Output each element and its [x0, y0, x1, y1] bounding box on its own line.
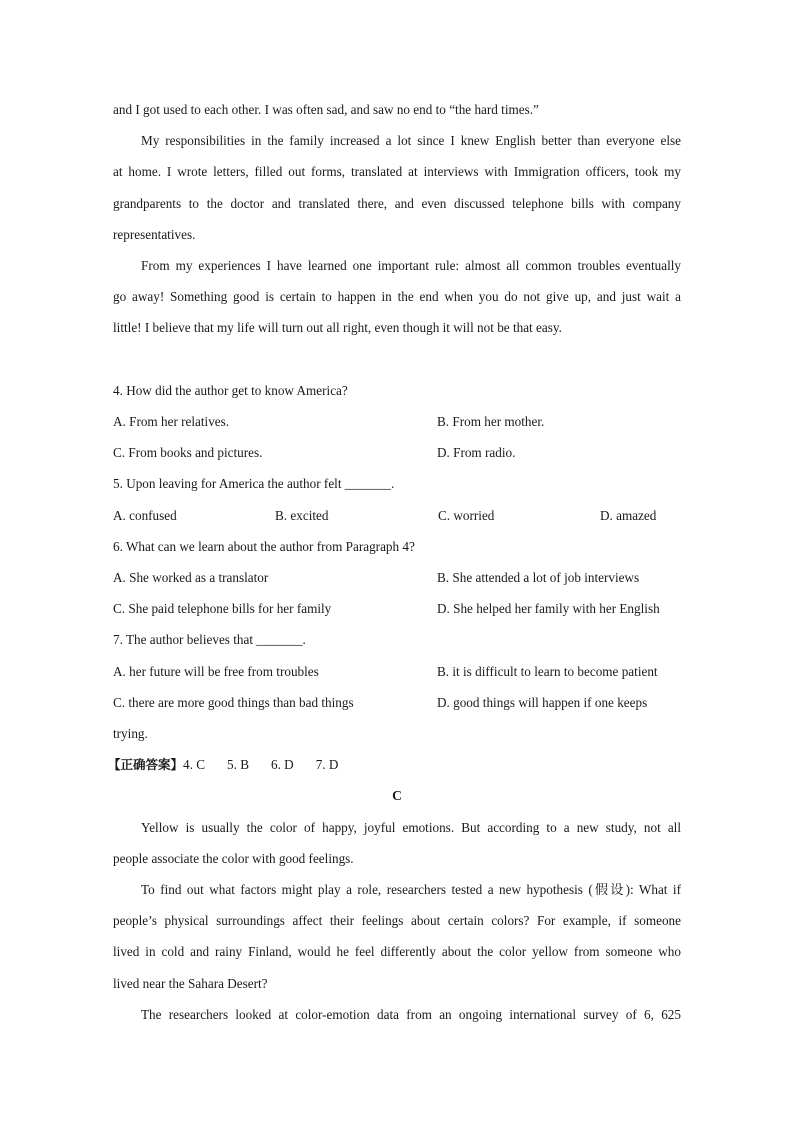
question-stem: 6. What can we learn about the author from Paragraph 4? — [113, 539, 415, 554]
question-stem: 5. Upon leaving for America the author felt _______. — [113, 476, 395, 491]
option-d: D. good things will happen if one keeps — [437, 695, 648, 710]
paragraph-line: and I got used to each other. I was often sad, and saw no end to “the hard times.” — [113, 102, 539, 117]
option-c: C. there are more good things than bad things — [113, 695, 354, 710]
paragraph-line: go away! Something good is certain to happen in the end when you do not give up, and just wait a — [113, 289, 681, 304]
option-b: B. She attended a lot of job interviews — [437, 570, 640, 585]
answer-4: 4. C — [183, 757, 205, 772]
answer-key — [108, 756, 676, 774]
option-a: A. From her relatives. — [113, 414, 230, 429]
paragraph-line: lived in cold and rainy Finland, would he feel differently about the color yellow from someone who — [113, 944, 681, 959]
answer-7: 7. D — [315, 757, 339, 772]
option-d: D. She helped her family with her English — [437, 601, 660, 616]
answer-label: 【正确答案】 — [108, 757, 184, 772]
paragraph-line: My responsibilities in the family increased a lot since I knew English better than everyone else — [141, 133, 681, 148]
answer-6: 6. D — [270, 757, 294, 772]
question-stem: 7. The author believes that _______. — [113, 632, 306, 647]
option-a: A. her future will be free from troubles — [113, 664, 319, 679]
paragraph-line: people’s physical surroundings affect their feelings about certain colors? For example, if someone — [113, 913, 681, 928]
paragraph-line: representatives. — [113, 227, 196, 242]
option-c: C. She paid telephone bills for her family — [113, 601, 332, 616]
question-stem: 4. How did the author get to know America? — [113, 383, 348, 398]
paragraph-line: From my experiences I have learned one important rule: almost all common troubles eventually — [141, 258, 681, 273]
paragraph-line: little! I believe that my life will turn out all right, even though it will not be that easy. — [113, 320, 562, 335]
paragraph-line: lived near the Sahara Desert? — [113, 976, 268, 991]
paragraph-line: people associate the color with good feelings. — [113, 851, 354, 866]
paragraph-line: Yellow is usually the color of happy, joyful emotions. But according to a new study, not all — [141, 820, 681, 835]
option-d: D. amazed — [600, 508, 657, 523]
paragraph-line: The researchers looked at color-emotion data from an ongoing international survey of 6, 625 — [141, 1007, 681, 1022]
option-b: B. From her mother. — [437, 414, 545, 429]
option-c: C. worried — [438, 508, 495, 523]
option-d: D. From radio. — [437, 445, 516, 460]
paragraph-line: grandparents to the doctor and translated there, and even discussed telephone bills with company — [113, 196, 681, 211]
answer-5: 5. B — [227, 757, 249, 772]
section-heading: C — [392, 788, 402, 803]
option-a: A. She worked as a translator — [113, 570, 269, 585]
option-b: B. it is difficult to learn to become patient — [437, 664, 658, 679]
option-b: B. excited — [275, 508, 329, 523]
paragraph-line: To find out what factors might play a role, researchers tested a new hypothesis (假设): What if — [141, 882, 681, 897]
option-d-continuation: trying. — [113, 726, 148, 741]
paragraph-line: at home. I wrote letters, filled out forms, translated at interviews with Immigration officers, took my — [113, 164, 681, 179]
option-a: A. confused — [113, 508, 177, 523]
option-c: C. From books and pictures. — [113, 445, 263, 460]
